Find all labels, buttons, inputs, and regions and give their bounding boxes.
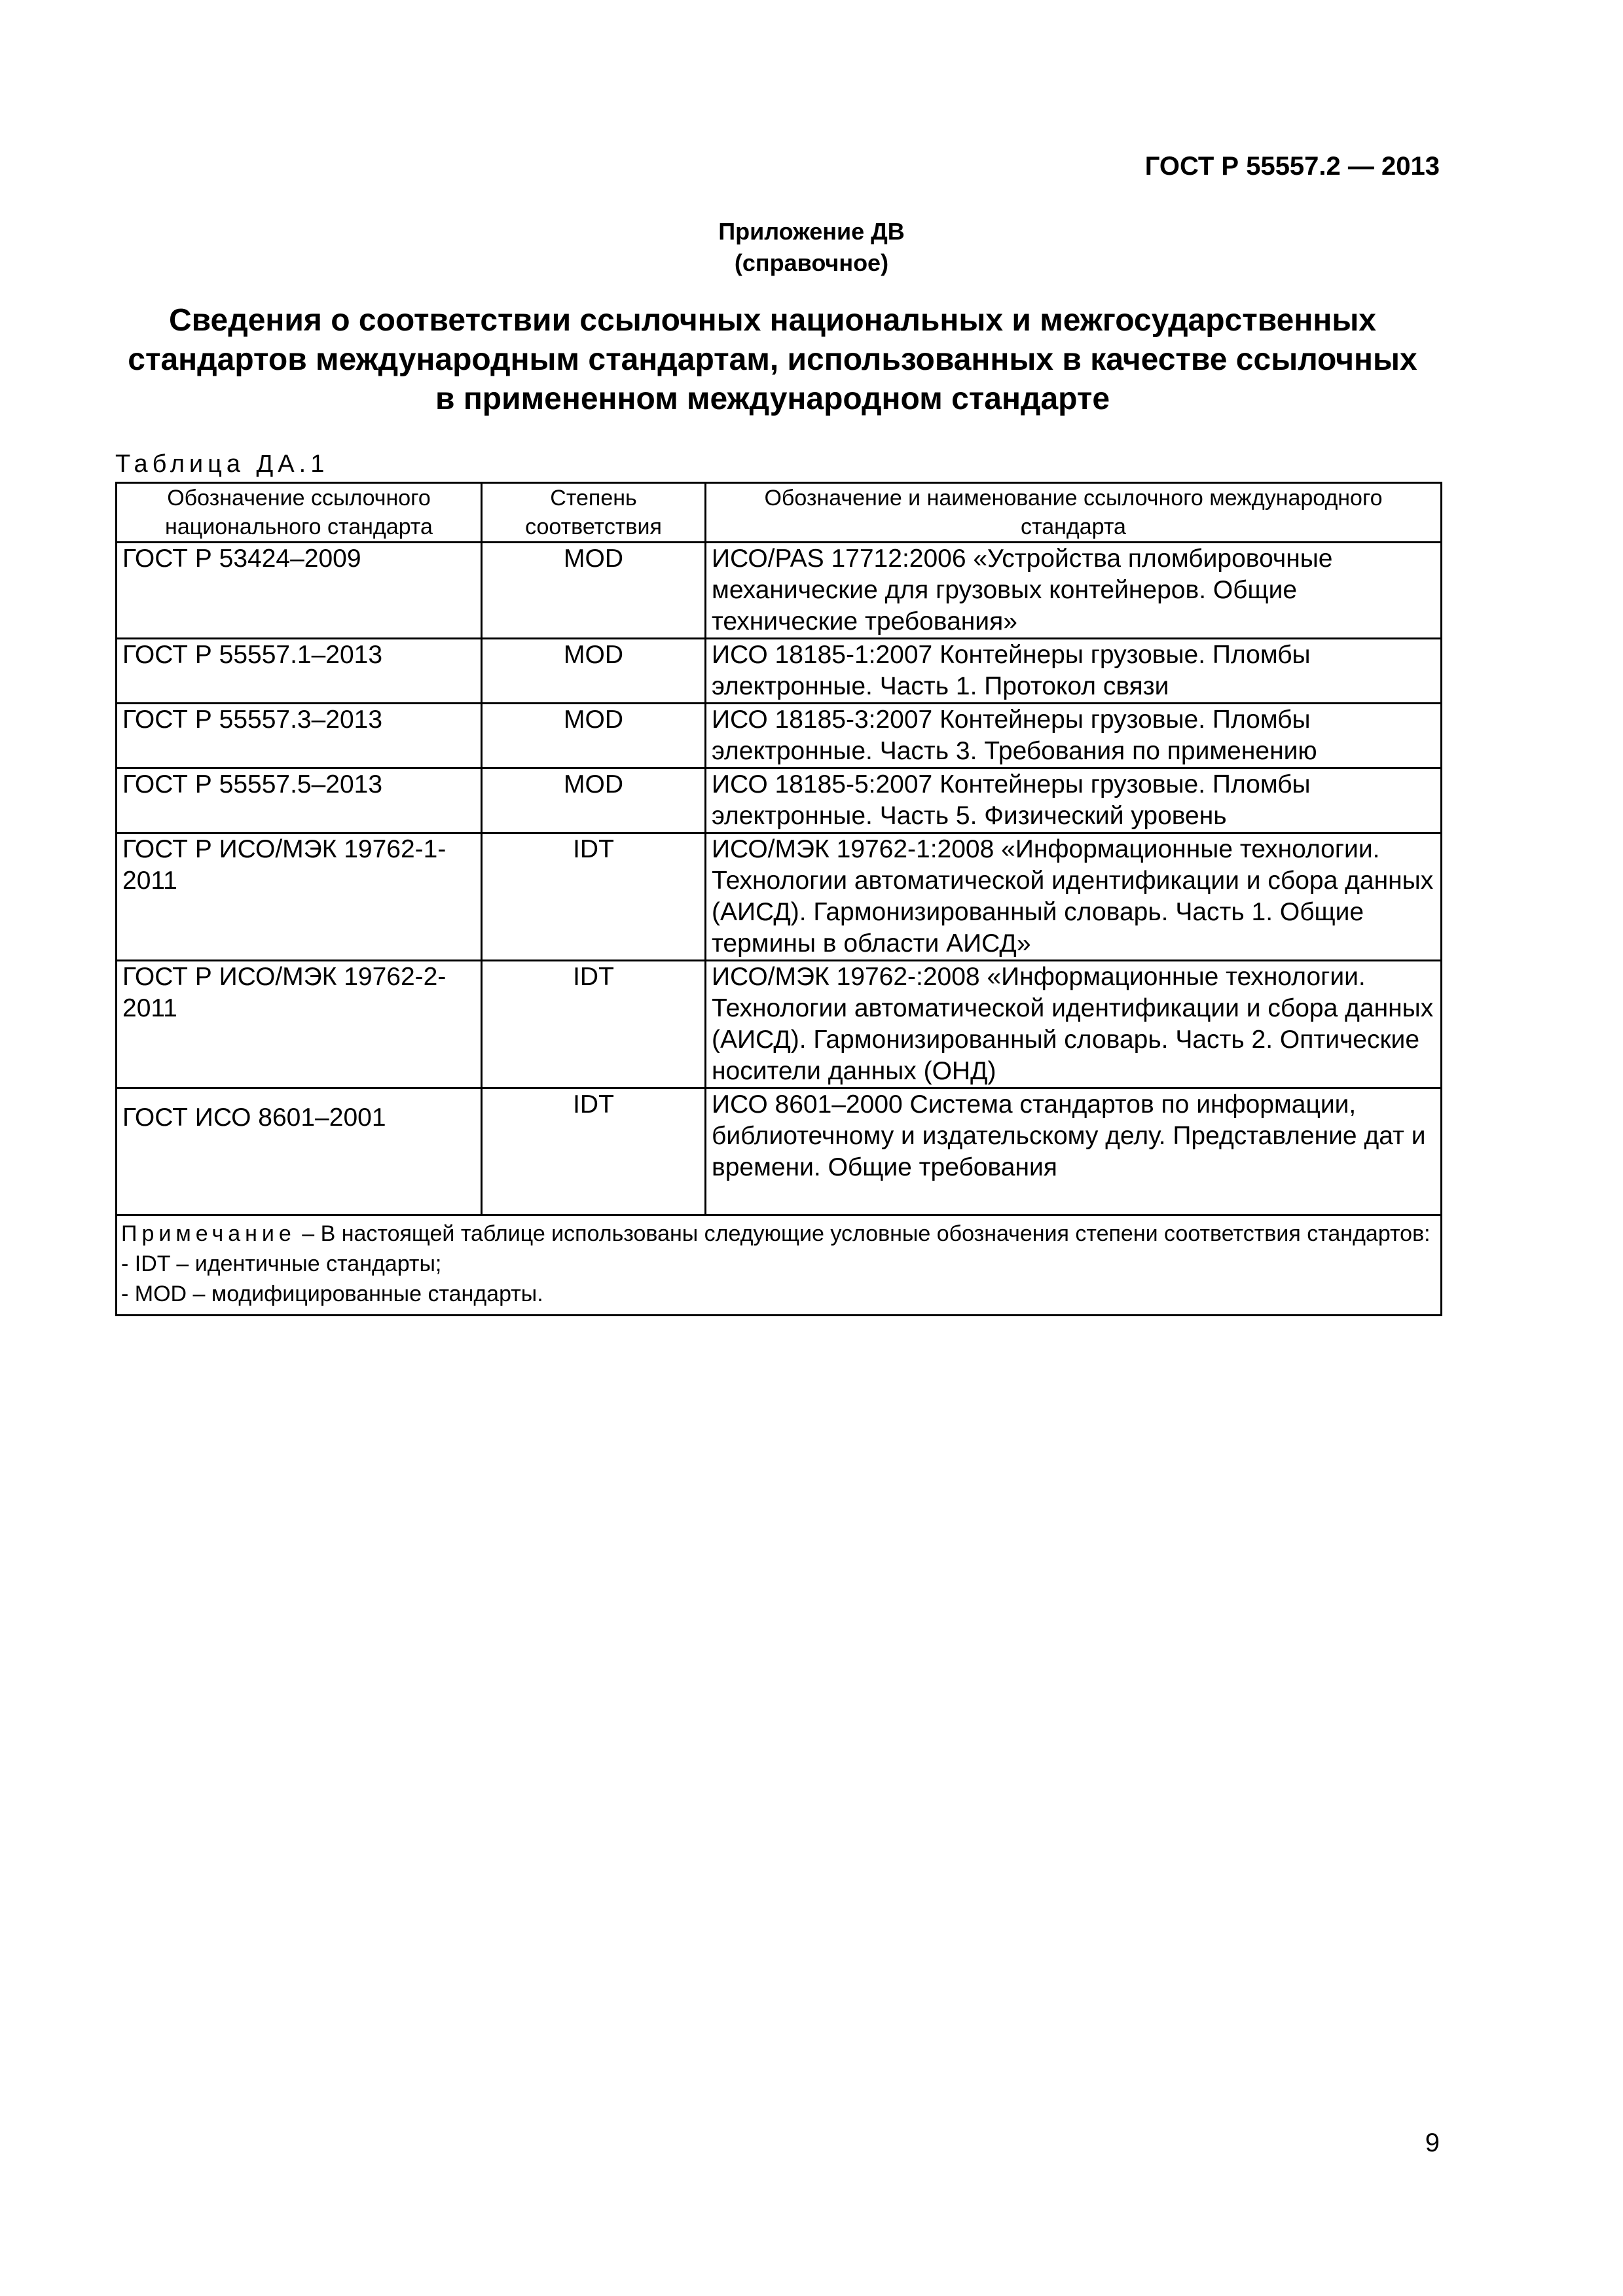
cell-international: ИСО/PAS 17712:2006 «Устройства пломбировочные механические для грузовых контейнеров. Общие технические требования» bbox=[706, 543, 1442, 639]
cell-international: ИСО 18185-3:2007 Контейнеры грузовые. Пломбы электронные. Часть 3. Требования по применению bbox=[706, 704, 1442, 768]
cell-national: ГОСТ Р ИСО/МЭК 19762-1-2011 bbox=[117, 833, 482, 961]
cell-degree: IDT bbox=[482, 1088, 706, 1215]
cell-degree: MOD bbox=[482, 639, 706, 704]
table-note-row bbox=[117, 1215, 1442, 1316]
reference-table bbox=[115, 482, 1442, 1316]
header-international: Обозначение и наименование ссылочного международного стандарта bbox=[706, 483, 1442, 543]
note-label: Примечание bbox=[121, 1221, 296, 1246]
table-row bbox=[117, 639, 1442, 704]
cell-international: ИСО 18185-1:2007 Контейнеры грузовые. Пломбы электронные. Часть 1. Протокол связи bbox=[706, 639, 1442, 704]
cell-degree: MOD bbox=[482, 768, 706, 833]
cell-national: ГОСТ Р 55557.3–2013 bbox=[117, 704, 482, 768]
table-row bbox=[117, 704, 1442, 768]
cell-national: ГОСТ ИСО 8601–2001 bbox=[117, 1088, 482, 1215]
note-text: – В настоящей таблице использованы следующие условные обозначения степени соответствия стандартов: bbox=[295, 1221, 1431, 1246]
table-header-row bbox=[117, 483, 1442, 543]
cell-international: ИСО/МЭК 19762-1:2008 «Информационные технологии. Технологии автоматической идентификации и сбора данных (АИСД). Гармонизированный словарь. Часть 1. Общие термины в области АИСД» bbox=[706, 833, 1442, 961]
cell-international: ИСО/МЭК 19762-:2008 «Информационные технологии. Технологии автоматической идентификации и сбора данных (АИСД). Гармонизированный словарь. Часть 2. Оптические носители данных (ОНД) bbox=[706, 961, 1442, 1088]
table-row bbox=[117, 768, 1442, 833]
annex-title: Приложение ДВ bbox=[718, 218, 905, 245]
cell-national: ГОСТ Р 53424–2009 bbox=[117, 543, 482, 639]
cell-national: ГОСТ Р 55557.1–2013 bbox=[117, 639, 482, 704]
header-degree: Степень соответствия bbox=[482, 483, 706, 543]
header-national: Обозначение ссылочного национального стандарта bbox=[117, 483, 482, 543]
cell-international: ИСО 8601–2000 Система стандартов по информации, библиотечному и издательскому делу. Представление дат и времени. Общие требования bbox=[706, 1088, 1442, 1215]
cell-degree: IDT bbox=[482, 833, 706, 961]
cell-national: ГОСТ Р ИСО/МЭК 19762-2-2011 bbox=[117, 961, 482, 1088]
table-row bbox=[117, 833, 1442, 961]
note-mod: - MOD – модифицированные стандарты. bbox=[121, 1282, 543, 1306]
table-caption: Таблица ДА.1 bbox=[115, 450, 329, 478]
cell-degree: MOD bbox=[482, 543, 706, 639]
table-row bbox=[117, 1088, 1442, 1215]
cell-national: ГОСТ Р 55557.5–2013 bbox=[117, 768, 482, 833]
cell-degree: IDT bbox=[482, 961, 706, 1088]
table-row bbox=[117, 961, 1442, 1088]
note-idt: - IDT – идентичные стандарты; bbox=[121, 1251, 442, 1276]
page-number: 9 bbox=[1425, 2128, 1440, 2157]
cell-degree: MOD bbox=[482, 704, 706, 768]
document-title: Сведения о соответствии ссылочных национальных и межгосударственных стандартов международным стандартам, использованных в качестве ссылочных в примененном международном стандарте bbox=[128, 303, 1417, 416]
annex-heading bbox=[0, 216, 1623, 279]
cell-international: ИСО 18185-5:2007 Контейнеры грузовые. Пломбы электронные. Часть 5. Физический уровень bbox=[706, 768, 1442, 833]
gost-code: ГОСТ Р 55557.2 — 2013 bbox=[1144, 152, 1440, 181]
table-note bbox=[117, 1215, 1442, 1316]
annex-subtitle: (справочное) bbox=[734, 249, 889, 276]
table-row bbox=[117, 543, 1442, 639]
